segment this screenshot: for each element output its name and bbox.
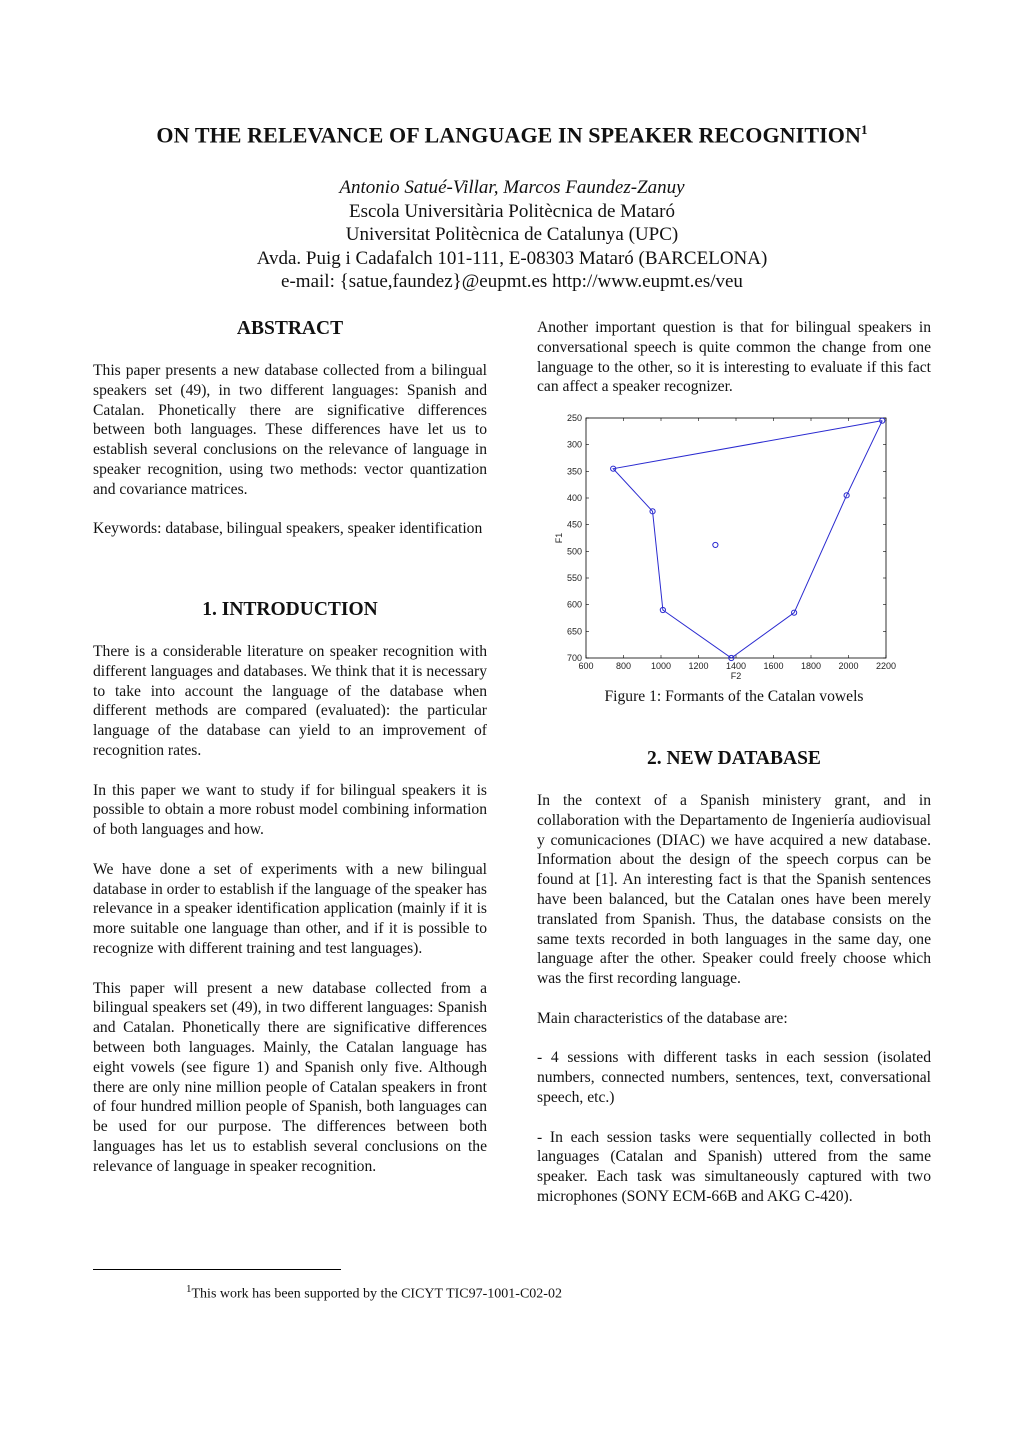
y-tick-label: 700 <box>566 653 582 663</box>
figure-caption: Figure 1: Formants of the Catalan vowels <box>604 688 864 705</box>
formant-chart <box>548 408 920 686</box>
footnote-text: This work has been supported by the CICYT TIC97-1001-C02-02 <box>191 1286 562 1302</box>
y-tick-label: 650 <box>566 626 582 637</box>
affiliation-school: Escola Universitària Politècnica de Mataró <box>348 200 676 222</box>
y-tick-label: 450 <box>566 519 582 530</box>
footnote-mark: 1 <box>186 1283 192 1295</box>
author-block <box>0 176 1024 294</box>
abstract-text: This paper presents a new database collected from a bilingual speakers set (49), in two different languages: Spanish and Catalan. Phonetically there are significative differences between both languages. These differences have let us to establish several conclusions on the relevance of language in speaker recognition, using two methods: vector quantization and covariance matrices. <box>93 362 487 498</box>
x-tick-label: 1000 <box>650 661 672 671</box>
introduction-body <box>93 642 487 1196</box>
paper-title <box>0 122 1024 148</box>
y-tick-label: 400 <box>566 493 582 503</box>
footnote <box>186 1283 562 1303</box>
intro-paragraph: We have done a set of experiments with a new bilingual database in order to establish if the language of the speaker has relevance in a speaker identification application (mainly if it is more suitable one language than other, and if it is possible to recognize with different training and test languages). <box>93 860 487 957</box>
author-contact: e-mail: {satue,faundez}@eupmt.es http://www.eupmt.es/veu <box>281 271 743 292</box>
introduction-heading: 1. INTRODUCTION <box>202 599 378 620</box>
right-intro-text <box>537 318 931 417</box>
y-tick-label: 600 <box>566 599 582 610</box>
y-tick-label: 250 <box>566 413 582 423</box>
x-axis-label: F2 <box>730 671 742 681</box>
x-tick-label: 1800 <box>800 661 822 671</box>
plot-frame <box>586 418 886 658</box>
intro-paragraph: In this paper we want to study if for bilingual speakers it is possible to obtain a more robust model combining information of both languages and how. <box>93 781 487 839</box>
y-axis-label: F1 <box>554 532 564 544</box>
database-list-item: - 4 sessions with different tasks in each session (isolated numbers, connected numbers, sentences, text, conversational speech, etc.) <box>537 1049 931 1106</box>
y-tick-label: 350 <box>566 466 582 477</box>
x-tick-label: 1400 <box>725 661 747 671</box>
x-tick-label: 800 <box>615 661 632 671</box>
abstract-body <box>93 361 487 559</box>
x-tick-label: 1600 <box>763 661 784 671</box>
database-list-item: - In each session tasks were sequentially collected in both languages (Catalan and Spanish) uttered from the same speaker. Each task was simultaneously captured with two microphones (SONY ECM-66B and AKG C-420). <box>537 1128 931 1205</box>
title-footnote-mark: 1 <box>860 122 868 137</box>
right-intro-paragraph: Another important question is that for bilingual speakers in conversational speech is quite common the change from one language to the other, so it is interesting to evaluate if this fact can affect a speaker recognizer. <box>537 319 931 396</box>
vowel-point <box>713 542 718 547</box>
database-paragraph: Main characteristics of the database are: <box>537 1009 788 1027</box>
database-paragraph: In the context of a Spanish ministery grant, and in collaboration with the Departamento de Ingeniería audiovisual y comunicaciones (DIAC) we have acquired a new database. Information about the design of the speech corpus can be found at [1]. An interesting fact is that the Spanish sentences have been balanced, but the Catalan ones have been merely translated from Spanish. Thus, the database consists on the same texts recorded in both languages in the same day, one language after the other. Speaker could freely choose which was the first recording language. <box>537 792 931 988</box>
y-tick-label: 550 <box>566 573 582 583</box>
abstract-heading: ABSTRACT <box>236 318 344 339</box>
x-tick-label: 2200 <box>875 661 897 671</box>
new-database-heading: 2. NEW DATABASE <box>647 748 821 769</box>
keywords: Keywords: database, bilingual speakers, speaker identification <box>93 520 483 538</box>
title-text: ON THE RELEVANCE OF LANGUAGE IN SPEAKER RECOGNITION <box>156 122 861 148</box>
intro-paragraph: This paper will present a new database collected from a bilingual speakers set (49), in two different languages: Spanish and Catalan. Phonetically there are significative differences between both languages. Mainly, the Catalan language has eight vowels (see figure 1) and Spanish only five. Although there are only nine million people of Catalan speakers in front of four hundred million people of Spanish, both languages can be used for our purpose. The differences between both languages has let us to establish several conclusions on the relevance of language in speaker recognition. <box>93 979 487 1175</box>
x-tick-label: 1200 <box>688 661 709 671</box>
affiliation-university: Universitat Politècnica de Catalunya (UPC) <box>345 224 679 245</box>
author-address: Avda. Puig i Cadafalch 101-111, E-08303 Mataró (BARCELONA) <box>256 247 768 269</box>
y-tick-label: 500 <box>566 546 582 557</box>
x-tick-label: 2000 <box>838 661 859 671</box>
y-tick-label: 300 <box>566 439 582 450</box>
x-tick-label: 600 <box>578 661 594 671</box>
author-names: Antonio Satué-Villar, Marcos Faundez-Zanuy <box>339 177 685 198</box>
footnote-divider <box>93 1269 341 1270</box>
vowel-polygon <box>613 421 882 658</box>
intro-paragraph: There is a considerable literature on speaker recognition with different languages and databases. We think that it is necessary to take into account the language of the database when different methods are compared (evaluated): the particular language of the database can yield to an improvement of recognition rates. <box>93 643 487 759</box>
new-database-body <box>537 791 931 1227</box>
